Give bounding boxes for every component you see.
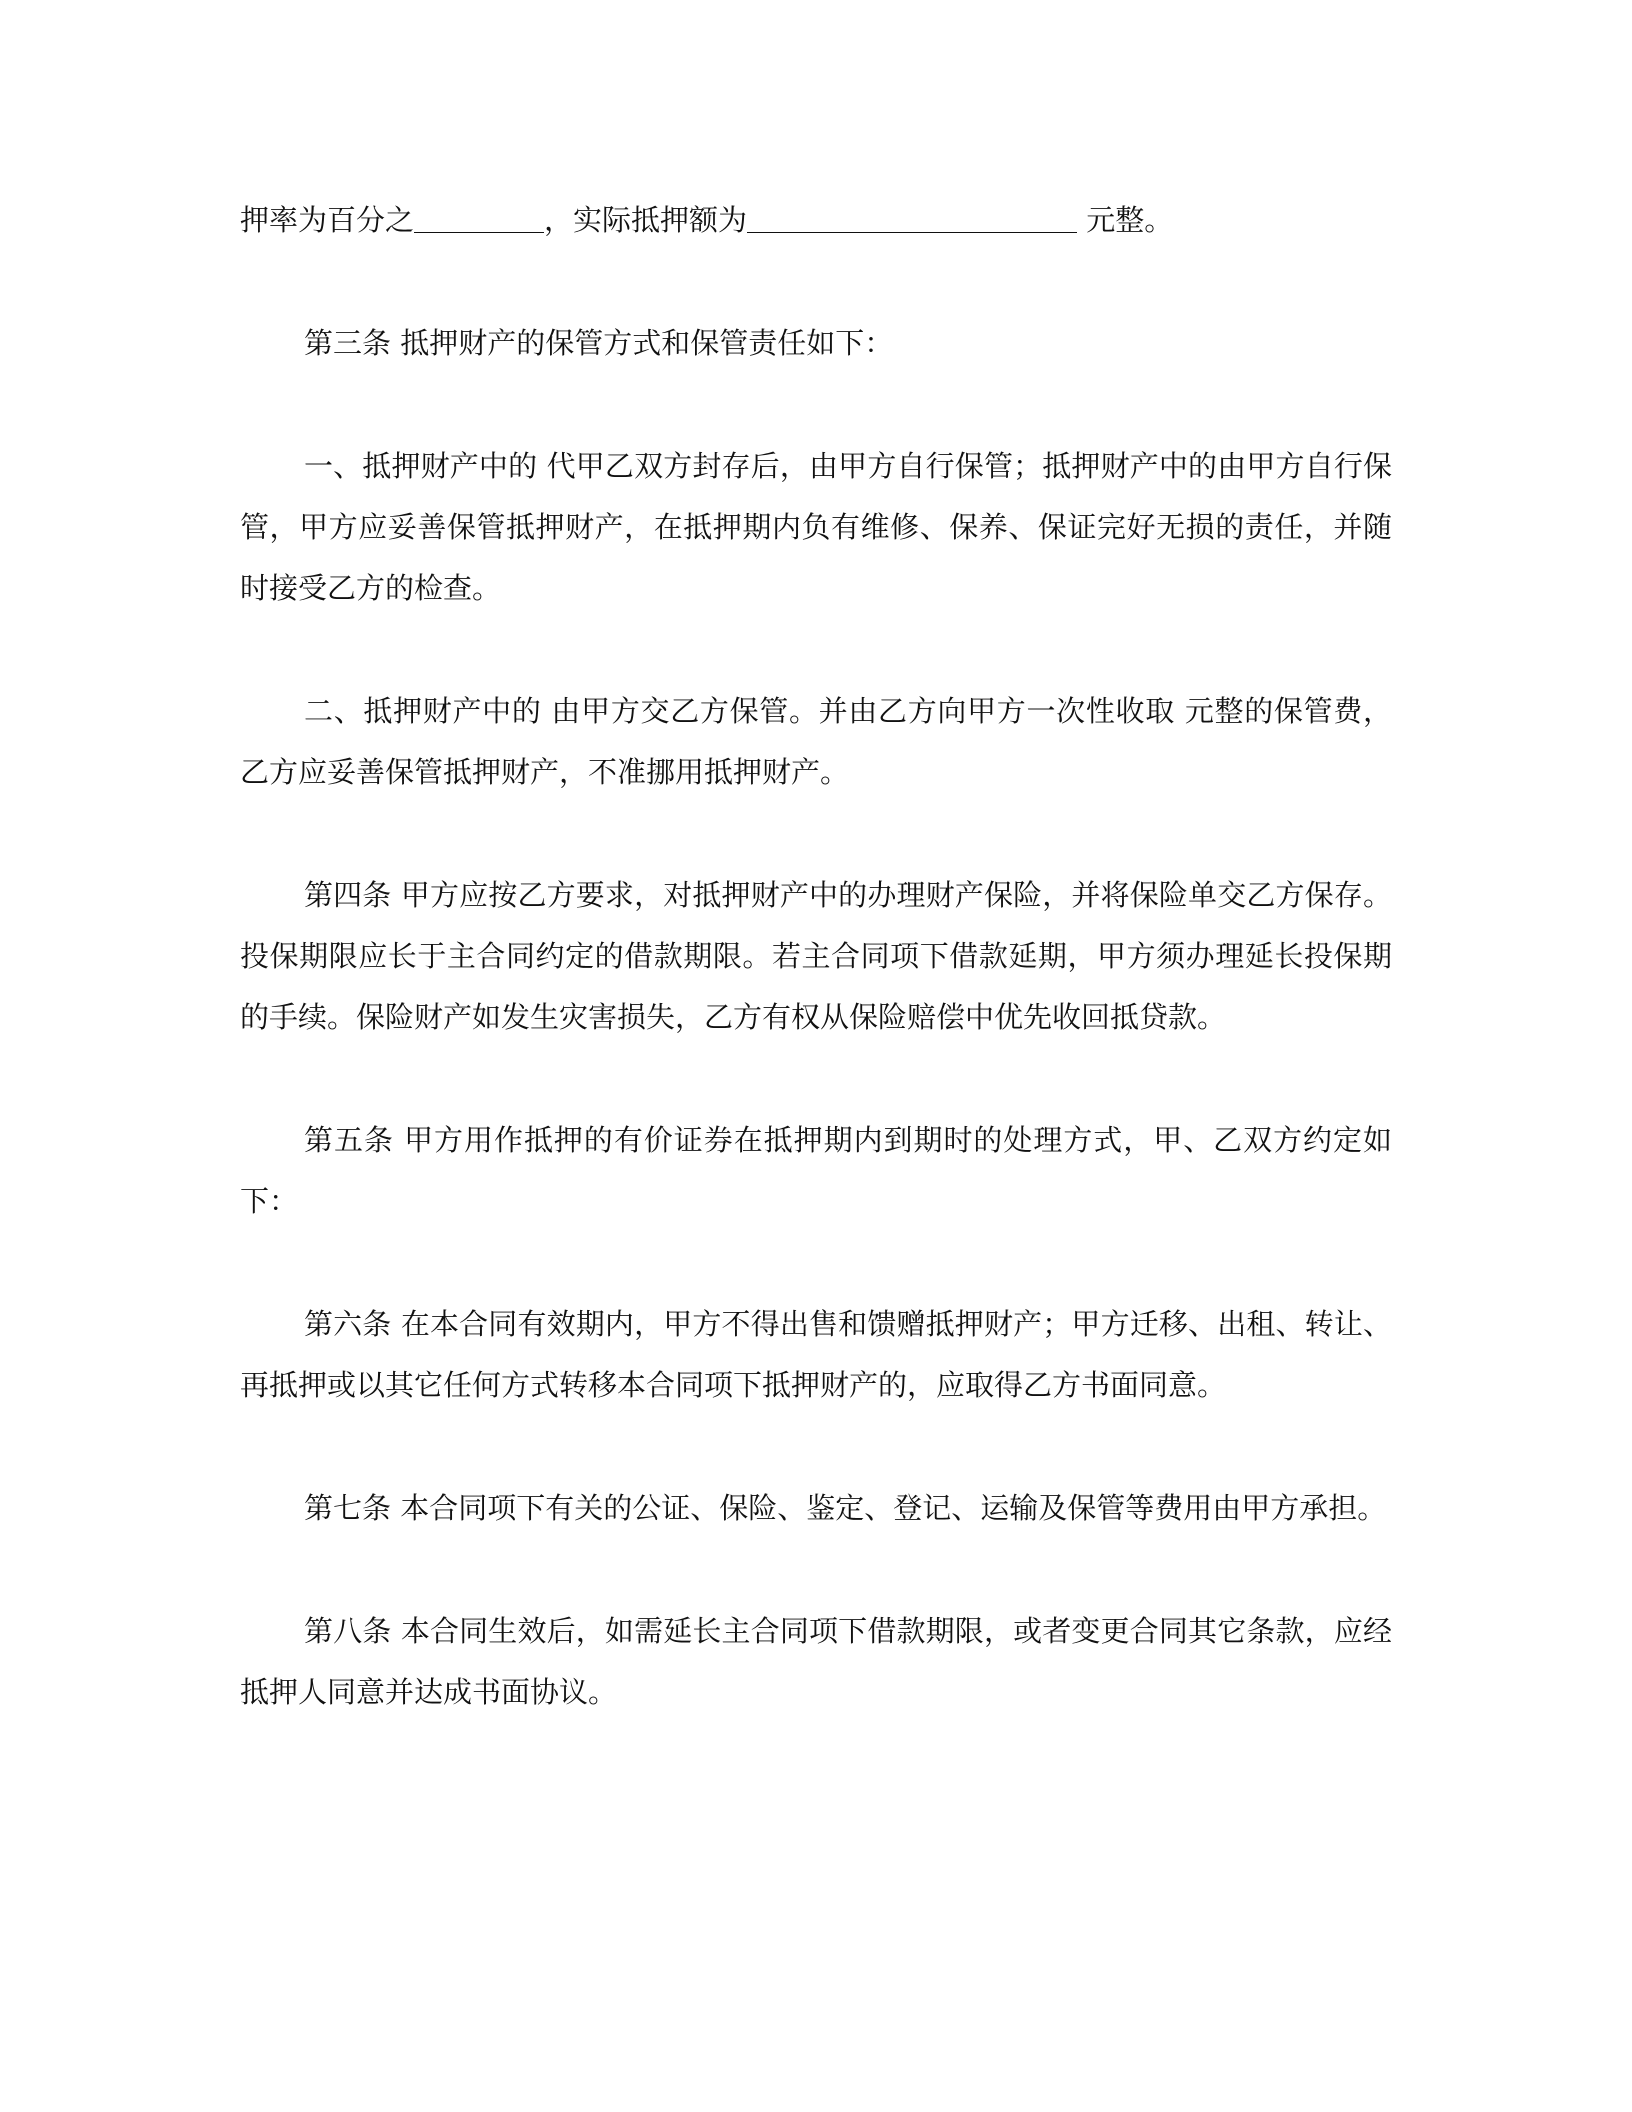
- paragraph-gap: [240, 1539, 1392, 1601]
- article-4: 第四条 甲方应按乙方要求，对抵押财产中的办理财产保险，并将保险单交乙方保存。投保期限应长于主合同约定的借款期限。若主合同项下借款延期，甲方须办理延长投保期的手续。保险财产如发生灾害损失，乙方有权从保险赔偿中优先收回抵贷款。: [240, 878, 1392, 1034]
- paragraph-gap: [240, 1048, 1392, 1110]
- paragraph-gap: [240, 1232, 1392, 1294]
- paragraph-gap: [240, 1416, 1392, 1478]
- amount-unit-text: 元整。: [1077, 203, 1174, 237]
- article-5: 第五条 甲方用作抵押的有价证券在抵押期内到期时的处理方式，甲、乙双方约定如下：: [240, 1123, 1392, 1218]
- pledge-rate-label: 押率为百分之: [240, 203, 415, 237]
- article-3-clause-1: 一、抵押财产中的 代甲乙双方封存后，由甲方自行保管；抵押财产中的由甲方自行保管，甲方应妥善保管抵押财产，在抵押期内负有维修、保养、保证完好无损的责任，并随时接受乙方的检查。: [240, 449, 1392, 605]
- pledge-rate-line: [240, 190, 1392, 251]
- paragraph-gap: [240, 251, 1392, 313]
- article-8: 第八条 本合同生效后，如需延长主合同项下借款期限，或者变更合同其它条款，应经抵押人同意并达成书面协议。: [240, 1614, 1392, 1709]
- paragraph-gap: [240, 619, 1392, 681]
- actual-amount-label: ，实际抵押额为: [544, 203, 748, 237]
- actual-amount-blank: [747, 203, 1077, 233]
- article-7: 第七条 本合同项下有关的公证、保险、鉴定、登记、运输及保管等费用由甲方承担。: [304, 1491, 1387, 1525]
- article-6: 第六条 在本合同有效期内，甲方不得出售和馈赠抵押财产；甲方迁移、出租、转让、再抵押或以其它任何方式转移本合同项下抵押财产的，应取得乙方书面同意。: [240, 1307, 1392, 1402]
- pledge-rate-blank: [414, 203, 544, 233]
- paragraph-gap: [240, 803, 1392, 865]
- article-3-heading: 第三条 抵押财产的保管方式和保管责任如下：: [304, 326, 894, 360]
- document-body: [240, 190, 1392, 1723]
- article-3-clause-2: 二、抵押财产中的 由甲方交乙方保管。并由乙方向甲方一次性收取 元整的保管费，乙方应妥善保管抵押财产，不准挪用抵押财产。: [240, 694, 1392, 789]
- paragraph-gap: [240, 374, 1392, 436]
